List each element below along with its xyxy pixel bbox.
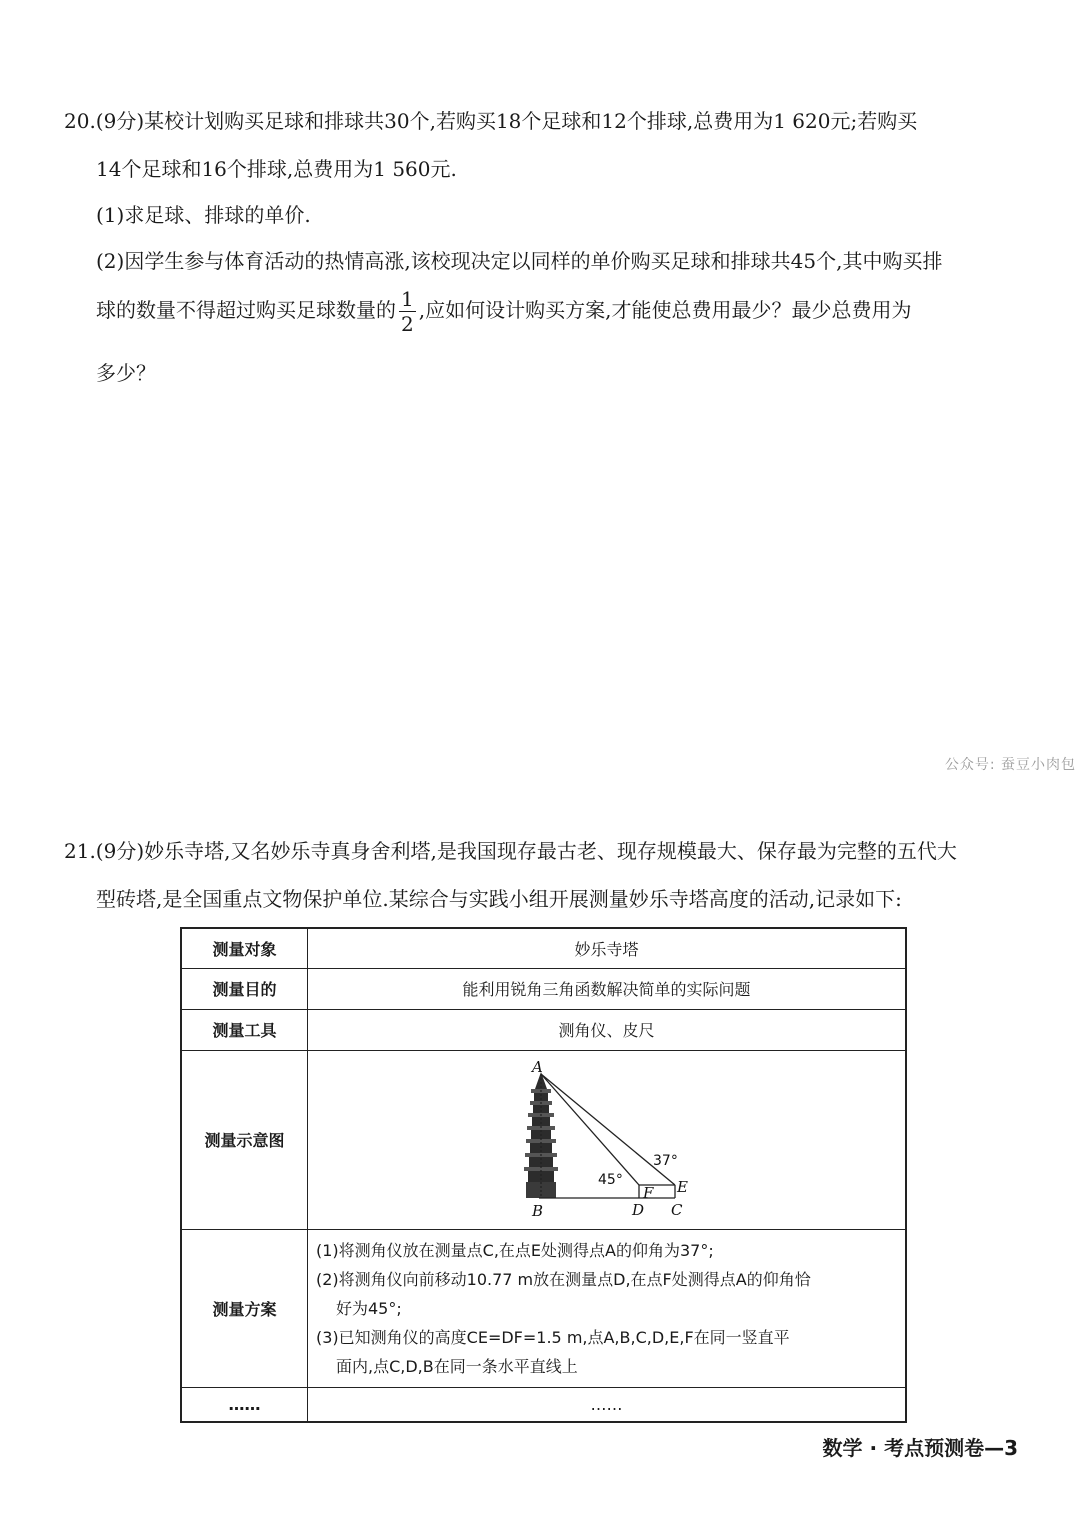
plan-cell xyxy=(308,1229,907,1387)
q21-line-1: 21.(9分)妙乐寺塔,又名妙乐寺真身舍利塔,是我国现存最古老、现存规模最大、保存最为完整的五代大 xyxy=(64,839,957,863)
label-B: B xyxy=(532,1201,544,1220)
q20-line-2: 14个足球和16个排球,总费用为1 560元. xyxy=(96,157,457,181)
row-key-ellipsis: …… xyxy=(181,1387,308,1422)
page-footer: 数学 · 考点预测卷—3 xyxy=(822,1436,1018,1460)
fraction-numerator: 1 xyxy=(401,287,414,311)
measurement-table xyxy=(180,927,907,1423)
label-D: D xyxy=(632,1200,645,1219)
label-F: F xyxy=(643,1183,654,1202)
plan-line-1: (1)将测角仪放在测量点C,在点E处测得点A的仰角为37°; xyxy=(316,1240,714,1260)
fraction-denominator: 2 xyxy=(401,312,414,336)
q20-part-2-line-1: (2)因学生参与体育活动的热情高涨,该校现决定以同样的单价购买足球和排球共45个,其中购买排 xyxy=(96,249,943,273)
diagram-cell xyxy=(308,1050,907,1229)
row-key-plan: 测量方案 xyxy=(181,1229,308,1387)
row-value-tools: 测角仪、皮尺 xyxy=(308,1009,907,1050)
plan-line-4: (3)已知测角仪的高度CE=DF=1.5 m,点A,B,C,D,E,F在同一竖直平 xyxy=(316,1327,790,1347)
row-value-ellipsis: …… xyxy=(308,1387,907,1422)
q20-part-2-text-b: ,应如何设计购买方案,才能使总费用最少？最少总费用为 xyxy=(418,298,912,322)
watermark: 公众号: 蚕豆小肉包 xyxy=(944,757,1076,773)
row-value-object: 妙乐寺塔 xyxy=(308,928,907,968)
table-row xyxy=(181,1009,906,1050)
q20-part-2-line-2 xyxy=(96,289,911,334)
row-key-diagram: 测量示意图 xyxy=(181,1050,308,1229)
angle-45-label: 45° xyxy=(598,1171,623,1188)
fraction-one-half xyxy=(399,289,416,334)
label-A: A xyxy=(532,1057,543,1076)
row-key-tools: 测量工具 xyxy=(181,1009,308,1050)
measurement-diagram xyxy=(309,1052,904,1228)
q21-line-2: 型砖塔,是全国重点文物保护单位.某综合与实践小组开展测量妙乐寺塔高度的活动,记录如下: xyxy=(96,887,902,911)
table-row xyxy=(181,1387,906,1422)
table-row xyxy=(181,928,906,968)
table-row xyxy=(181,1229,906,1387)
table-row xyxy=(181,1050,906,1229)
row-value-purpose: 能利用锐角三角函数解决简单的实际问题 xyxy=(308,968,907,1009)
label-E: E xyxy=(677,1177,688,1196)
q20-part-2-line-3: 多少？ xyxy=(96,361,156,385)
plan-line-2: (2)将测角仪向前移动10.77 m放在测量点D,在点F处测得点A的仰角恰 xyxy=(316,1269,811,1289)
plan-line-5: 面内,点C,D,B在同一条水平直线上 xyxy=(336,1356,578,1376)
row-key-purpose: 测量目的 xyxy=(181,968,308,1009)
plan-line-3: 好为45°; xyxy=(336,1298,402,1318)
angle-37-label: 37° xyxy=(653,1152,678,1169)
q20-part-1: (1)求足球、排球的单价. xyxy=(96,203,311,227)
q20-line-1: 20.(9分)某校计划购买足球和排球共30个,若购买18个足球和12个排球,总费用为1 620元;若购买 xyxy=(64,109,918,133)
row-key-object: 测量对象 xyxy=(181,928,308,968)
table-row xyxy=(181,968,906,1009)
q20-part-2-text-a: 球的数量不得超过购买足球数量的 xyxy=(96,298,396,322)
label-C: C xyxy=(671,1200,683,1219)
